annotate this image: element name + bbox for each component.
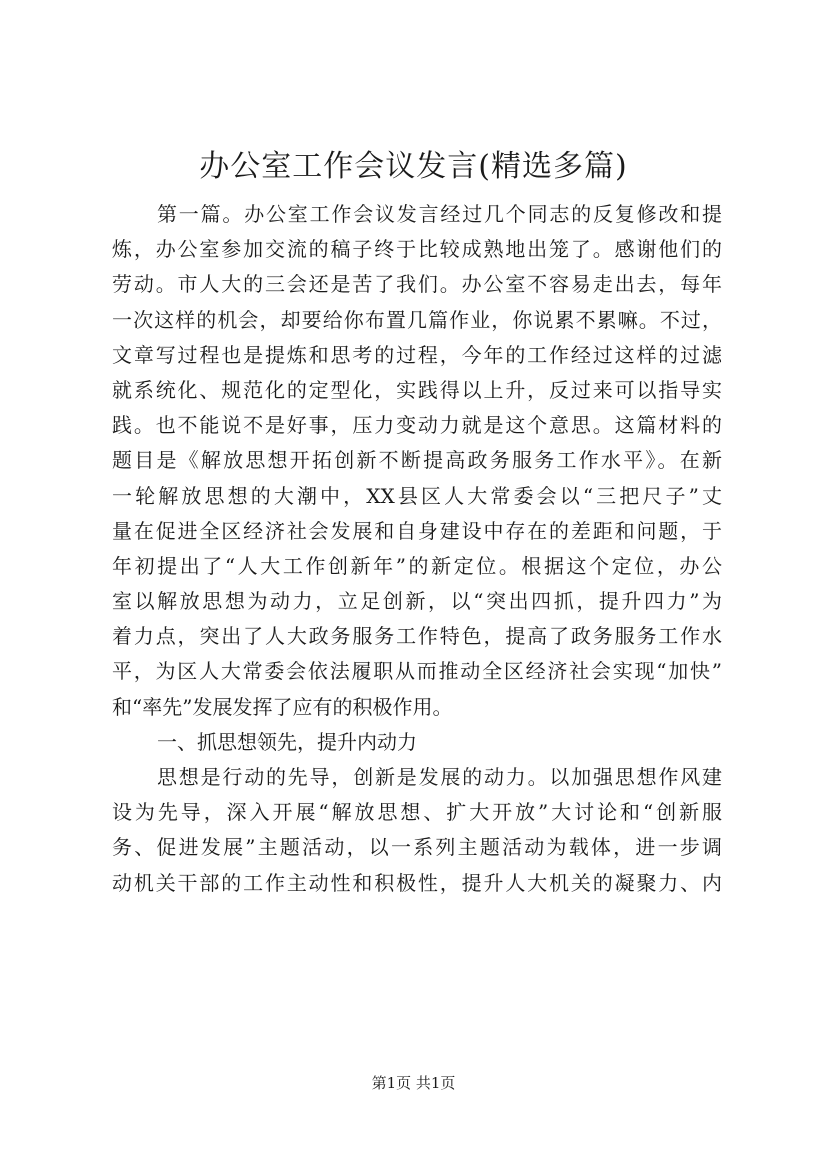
paragraph-line: 践。也不能说不是好事，压力变动力就是这个意思。这篇材料的 <box>112 413 722 438</box>
document-body <box>112 197 722 901</box>
paragraph-line: 和“率先”发展发挥了应有的积极作用。 <box>112 694 453 719</box>
paragraph-line: 思想是行动的先导，创新是发展的动力。以加强思想作风建 <box>157 765 722 789</box>
page-footer: 第1页 共1页 <box>371 1074 456 1092</box>
paragraph-line: 一次这样的机会，却要给你布置几篇作业，你说累不累嘛。不过， <box>112 307 722 332</box>
paragraph-line: 就系统化、规范化的定型化，实践得以上升，反过来可以指导实 <box>112 377 722 402</box>
paragraph-line: 着力点，突出了人大政务服务工作特色，提高了政务服务工作水 <box>112 624 722 649</box>
paragraph-line: 设为先导，深入开展“解放思想、扩大开放”大讨论和“创新服 <box>112 800 722 825</box>
paragraph-line: 炼，办公室参加交流的稿子终于比较成熟地出笼了。感谢他们的 <box>112 237 722 262</box>
paragraph-line: 务、促进发展”主题活动，以一系列主题活动为载体，进一步调 <box>112 835 722 860</box>
paragraph-line: 动机关干部的工作主动性和积极性，提升人大机关的凝聚力、内 <box>112 870 722 895</box>
document-title: 办公室工作会议发言(精选多篇) <box>199 149 628 184</box>
paragraph-line: 年初提出了“人大工作创新年”的新定位。根据这个定位，办公 <box>112 553 722 578</box>
paragraph-line: 平，为区人大常委会依法履职从而推动全区经济社会实现“加快” <box>112 659 722 684</box>
paragraph-line: 室以解放思想为动力，立足创新，以“突出四抓，提升四力”为 <box>112 589 722 614</box>
paragraph-line: 一轮解放思想的大潮中，XX县区人大常委会以“三把尺子”丈 <box>112 483 722 508</box>
paragraph-line: 劳动。市人大的三会还是苦了我们。办公室不容易走出去，每年 <box>112 272 722 297</box>
section-heading: 一、抓思想领先，提升内动力 <box>157 729 417 754</box>
paragraph-line: 量在促进全区经济社会发展和自身建设中存在的差距和问题，于 <box>112 518 722 543</box>
paragraph-line: 第一篇。办公室工作会议发言经过几个同志的反复修改和提 <box>157 202 722 226</box>
paragraph-line: 题目是《解放思想开拓创新不断提高政务服务工作水平》。在新 <box>112 448 722 473</box>
paragraph-line: 文章写过程也是提炼和思考的过程，今年的工作经过这样的过滤 <box>112 342 722 367</box>
